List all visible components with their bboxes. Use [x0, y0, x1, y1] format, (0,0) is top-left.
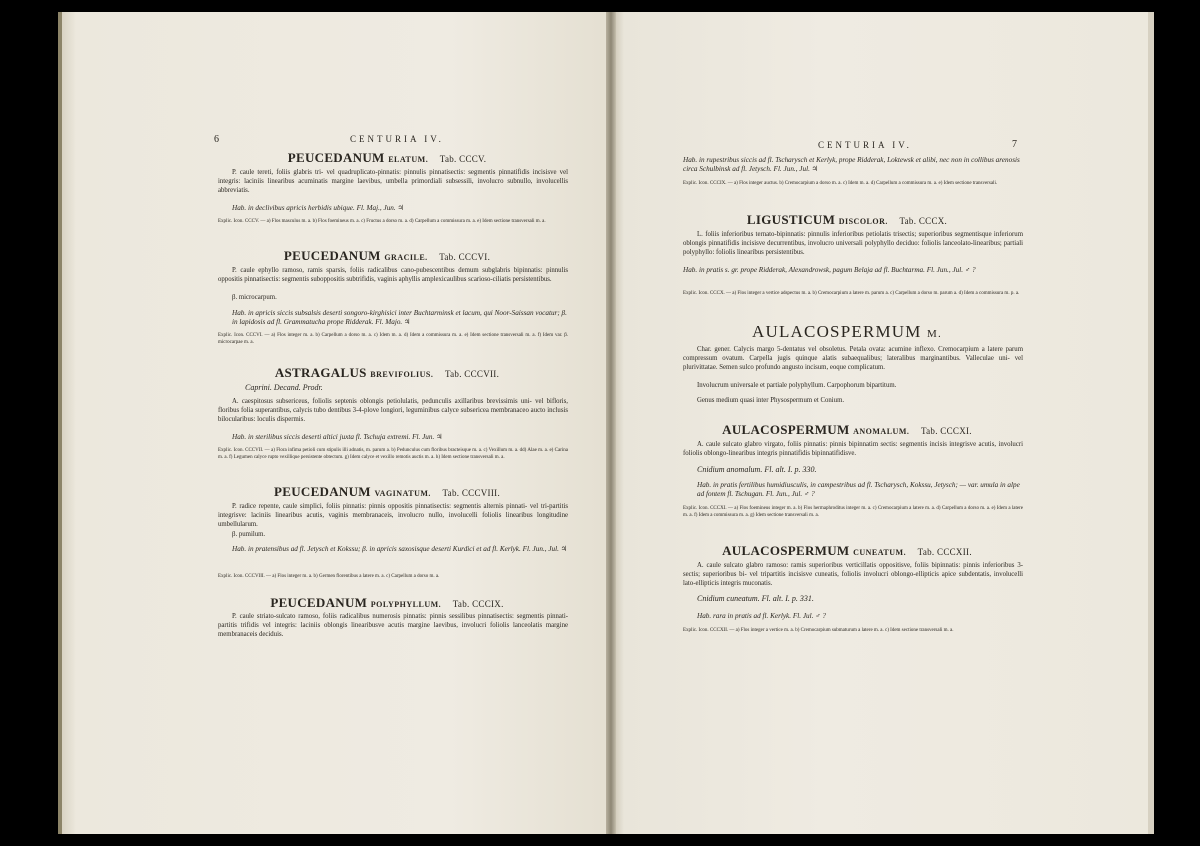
- plate-explanation: Explic. Icon. CCCX. — a) Flos integer a vertice adspectus m. a. b) Cremocarpium a latere m. parum a. c) Carpellum a dorso m. parum a. d) Idem a commissura m. p. a.: [683, 291, 1020, 296]
- plate-number: Tab. CCCXI.: [920, 426, 972, 436]
- habitat: Hab. in sterilibus siccis deserti altici juxta fl. Tschuja extremi. Fl. Jun. ♃: [232, 433, 443, 441]
- entry-title: [212, 484, 562, 500]
- habitat: Hab. in pratensibus ad fl. Jetysch et Kokssu; β. in apricis saxosisque deserti Kurdici et ad fl. Kerlyk. Fl. Jun., Jul. ♃: [232, 545, 568, 553]
- diagnosis: A. caespitosus subsericeus, foliolis septenis oblongis petiolulatis, pedunculis axillaribus brevissimis uni- vel bifloris, floribus folia superantibus, calycis tubo dentibus 3-4-plove longiori, leguminibus calyce subsericea membranaceo aucto inclusis bilocularibus: loculis dispermis.: [218, 398, 568, 424]
- running-head: CENTURIA IV.: [818, 140, 912, 150]
- entry-title: [672, 212, 1022, 228]
- plate-explanation: Explic. Icon. CCCV. — a) Flos masculus m. a. b) Flos foemineus m. a. c) Fructus a dorso m. a. d) Carpellum a commissura m. a. e) Idem sectione transversali m. a.: [218, 219, 546, 224]
- genus-name: PEUCEDANUM: [287, 150, 385, 165]
- genus-name: PEUCEDANUM: [270, 595, 368, 610]
- species-name: DISCOLOR.: [838, 217, 888, 226]
- genus-name: AULACOSPERMUM: [722, 422, 850, 437]
- habitat: Hab. in declivibus apricis herbidis ubique. Fl. Maj., Jun. ♃: [232, 204, 404, 212]
- habitat: Hab. in pratis fertilibus humidiusculis, in campestribus ad fl. Tscharysch, Kokssu, Jetysch; — var. umula in alpe ad fontem fl. Tschugan. Fl. Jun., Jul. ♂ ?: [697, 481, 1020, 499]
- running-head: CENTURIA IV.: [350, 134, 444, 144]
- synonym: Caprini. Decand. Prodr.: [245, 383, 323, 392]
- synonym: Cnidium anomalum. Fl. alt. I. p. 330.: [697, 465, 817, 474]
- entry-title: [672, 422, 1022, 438]
- entry-title: [212, 365, 562, 381]
- diagnosis: P. caule tereti, foliis glabris tri- vel quadruplicato-pinnatis: pinnulis pinnatisectis: segmentis pinnatifidis incisisve vel integris: laciniis linearibus acuminatis margine laevibus, umbella primordiali subsessili, involucro subnullo, involucellis abbreviatis.: [218, 169, 568, 195]
- entry-title: [212, 150, 562, 166]
- genus-affinity: Genus medium quasi inter Physospermum et Conium.: [697, 397, 845, 404]
- book-gutter: [606, 12, 616, 834]
- variety: β. microcarpum.: [232, 294, 277, 301]
- genus-name: PEUCEDANUM: [283, 248, 381, 263]
- plate-explanation: Explic. Icon. CCCVI. — a) Flos integer m. a. b) Carpellum a dorso m. a. c) Idem m. a. d) Idem a commissura m. a. e) Idem sectione transversali m. a. f) Idem var. β. microcarpae m. a.: [218, 333, 568, 346]
- species-name: BREVIFOLIUS.: [370, 370, 434, 379]
- plate-number: Tab. CCCXII.: [917, 547, 972, 557]
- diagnosis: A. caule sulcato glabro ramoso: ramis superioribus verticillatis oppositisve, foliis bipinnatis: pinnis inferioribus 3-sectis; superioribus bi- vel tripartitis incisisve cuneatis, foliolis involucri oblongo-ellipticis apice subdentatis, involucelli lato-ellipticis integris muconatis.: [683, 562, 1023, 588]
- habitat: Hab. in apricis siccis subsalsis deserti songoro-kirghisici inter Buchtarminsk et lacum, qui Noor-Saissan vocatur; β. in lapidosis ad fl. Grammatucha prope Ridderak. Fl. Majo. ♃: [232, 309, 567, 327]
- diagnosis: A. caule sulcato glabro virgato, foliis pinnatis: pinnis bipinnatim sectis: segmentis incisis integrisve acutis, involucri foliolis oblongo-linearibus integris pinnatifidis bipinnatifidisve.: [683, 441, 1023, 458]
- diagnosis: L. foliis inferioribus ternato-bipinnatis: pinnulis inferioribus petiolatis trisectis; superioribus segmentisque inferiorum oblongis pinnatifidis incisisve decurrentibus, involucro universali polyphyllo deciduo: foliolis lanceolato-linearibus; partiali polyphyllo: foliolis linearibus persistentibus.: [683, 231, 1023, 257]
- species-name: ANOMALUM.: [853, 427, 910, 436]
- diagnosis: P. caule ephyllo ramoso, ramis sparsis, foliis radicalibus cano-pubescentibus demum subglabris bipinnatis: pinnulis oppositis pinnatisectis: segmentis suboppositis subtrifidis, vaginis aphyllis amplexicaulibus scarioso-ciliatis persistentibus.: [218, 267, 568, 284]
- species-name: VAGINATUM.: [374, 489, 431, 498]
- species-name: ELATUM.: [388, 155, 429, 164]
- plate-number: Tab. CCCV.: [439, 154, 487, 164]
- habitat: Hab. in pratis s. gr. prope Ridderak, Alexandrowsk, pagum Belaja ad fl. Buchtarma. Fl. Jun., Jul. ♂ ?: [683, 266, 976, 274]
- plate-number: Tab. CCCIX.: [452, 599, 504, 609]
- page-edge: [1148, 12, 1154, 834]
- diagnosis: P. radice repente, caule simplici, foliis pinnatis: pinnis oppositis pinnatisectis: segmentis alternis pinnati- vel tri-partitis integrisve: laciniis linearibus acutis, vaginis membranaceis, involucro nullo, involucelli foliolis linearibus longitudine umbellularum.: [218, 503, 568, 529]
- genus-name: AULACOSPERMUM: [722, 543, 850, 558]
- page-number: 7: [1012, 139, 1017, 150]
- plate-explanation: Explic. Icon. CCCVIII. — a) Flos integer m. a. b) Germen florentibus a latere m. a. c) Carpellum a dorso m. a.: [218, 574, 440, 579]
- page-number: 6: [214, 134, 219, 145]
- plate-explanation: Explic. Icon. CCCVII. — a) Flora infima petioli cum stipulis illi adnatis, m. parum a. b) Pedunculus cum floribus bracteisque m. a. c) Vexillum m. a. dd) Alae m. a. e) Carina m. a. f) Legumen calyce rupto vexillique persistente obtectum. g) Idem calyce et vexillo remotis auctis m. a. h) Idem sectione transversali m. a.: [218, 448, 568, 461]
- plate-explanation: Explic. Icon. CCCXI. — a) Flos foemineus integer m. a. b) Flos hermaphroditus integer m. a. c) Cremocarpium a latere m. a. d) Carpellum a dorso m. a. e) Idem a latere m. a. f) Idem a commissura m. a. g) Idem sectione transversali m. a.: [683, 506, 1023, 519]
- plate-number: Tab. CCCVIII.: [442, 488, 500, 498]
- species-name: GRACILE.: [384, 253, 428, 262]
- genus-name: PEUCEDANUM: [273, 484, 371, 499]
- species-name: POLYPHYLLUM.: [370, 600, 442, 609]
- species-name: CUNEATUM.: [853, 548, 907, 557]
- habitat: Hab. in rupestribus siccis ad fl. Tscharysch et Kerlyk, prope Ridderak, Loktewsk et alibi, nec non in collibus arenosis circa Schulbinsk ad fl. Jetysch. Fl. Jun., Jul. ♃: [683, 156, 1020, 174]
- plate-number: Tab. CCCX.: [899, 216, 948, 226]
- plate-explanation: Explic. Icon. CCCXII. — a) Flos integer a vertice m. a. b) Cremocarpium submaturum a latere m. a. c) Idem sectione transversali m. a.: [683, 628, 954, 633]
- genus-heading: AULACOSPERMUM M.: [752, 322, 942, 341]
- entry-title: [212, 248, 562, 264]
- variety: β. pumilum.: [232, 531, 266, 538]
- entry-title: [672, 543, 1022, 559]
- plate-number: Tab. CCCVI.: [439, 252, 491, 262]
- habitat: Hab. rara in pratis ad fl. Kerlyk. Fl. Jul. ♂ ?: [697, 612, 826, 620]
- synonym: Cnidium cuneatum. Fl. alt. I. p. 331.: [697, 594, 814, 603]
- genus-name: LIGUSTICUM: [746, 212, 836, 227]
- genus-name: ASTRAGALUS: [274, 365, 367, 380]
- plate-number: Tab. CCCVII.: [444, 369, 500, 379]
- entry-title: [212, 595, 562, 611]
- genus-note: Involucrum universale et partiale polyphyllum. Carpophorum bipartitum.: [697, 382, 897, 389]
- genus-diagnosis: Char. gener. Calycis margo 5-dentatus vel obsoletus. Petala ovata: acumine inflexo. Cremocarpium a latere parum compressum ovatum. Carpella jugis quinque alatis subaequalibus; lateralibus marginantibus. Valleculae uni- vel plurivittatae. Semen sulco profundo angusto incisum, eoque complicatum.: [683, 346, 1023, 372]
- plate-explanation: Explic. Icon. CCCIX. — a) Flos integer auctus. b) Cremocarpium a dorso m. a. c) Idem m. a. d) Carpellum a commissura m. a. e) Idem sectione transversali.: [683, 181, 998, 186]
- diagnosis: P. caule striato-sulcato ramoso, foliis radicalibus numerosis pinnatis: pinnis sessilibus pinnatisectis: segmentis pinnati-partitis trifidis vel integris: laciniis oblongis linearibusve acutis margine laevibus, involucri foliolis lanceolatis margine membranaceis deciduis.: [218, 613, 568, 639]
